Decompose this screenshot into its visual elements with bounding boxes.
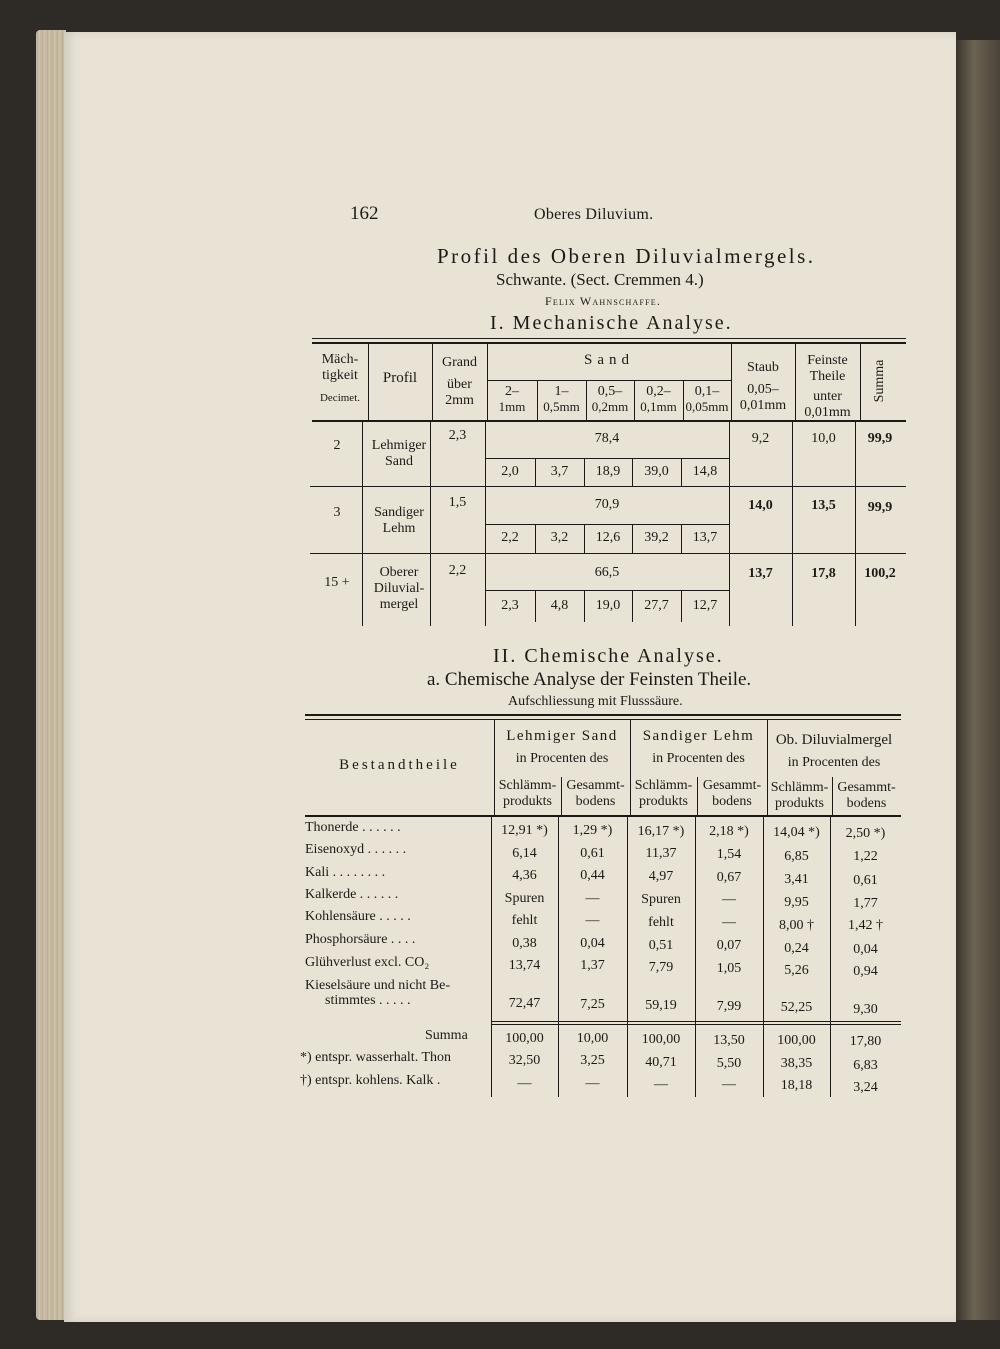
phosphorsaeure-3: 0,51 — [648, 938, 674, 953]
main-title: Profil des Oberen Diluvialmergels. — [437, 244, 816, 268]
kohlensaeure-4: — — [722, 915, 736, 930]
thonerde-2: 1,29 *) — [572, 823, 613, 838]
label-thonerde: Thonerde . . . . . . — [305, 820, 401, 835]
phosphorsaeure-1: 0,38 — [512, 936, 537, 951]
row1-grand: 2,3 — [448, 428, 467, 443]
kalkerde-4: — — [722, 892, 736, 907]
col-sand-02-01: 0,2– 0,1mm — [640, 384, 677, 415]
facing-page-edge — [956, 40, 1000, 1320]
label-eisenoxyd: Eisenoxyd . . . . . . — [305, 842, 407, 857]
phosphorsaeure-6: 0,04 — [853, 942, 878, 957]
row1-sand-1: 2,0 — [501, 464, 519, 479]
group-sandiger-lehm: Sandiger Lehm — [642, 728, 755, 744]
kali-5: 3,41 — [784, 872, 809, 887]
thonerde-1: 12,91 *) — [501, 823, 548, 838]
row1-sand-3: 18,9 — [595, 464, 621, 479]
label-phosphorsaeure: Phosphorsäure . . . . — [305, 932, 416, 947]
row3-summa: 100,2 — [864, 566, 896, 581]
summa-4: 13,50 — [713, 1033, 745, 1048]
row3-sand-2: 4,8 — [550, 598, 569, 613]
location-title: Schwante. (Sect. Cremmen 4.) — [496, 270, 704, 289]
kalk-6: 3,24 — [853, 1080, 878, 1095]
kieselsaeure-5: 52,25 — [780, 1000, 813, 1015]
row3-sand-4: 27,7 — [644, 598, 669, 613]
label-thon: *) entspr. wasserhalt. Thon — [300, 1050, 451, 1065]
group-sandiger-lehm-sub: in Procenten des — [652, 751, 745, 766]
page-number: 162 — [350, 203, 379, 224]
row3-sand-5: 12,7 — [692, 598, 718, 613]
col-sl-gesammt: Gesammt- bodens — [702, 778, 762, 810]
row2-sand-5: 13,7 — [692, 530, 718, 545]
row2-sand-4: 39,2 — [644, 530, 669, 545]
col-profil: Profil — [382, 370, 418, 386]
summa-1: 100,00 — [505, 1031, 544, 1046]
section1-title: I. Mechanische Analyse. — [490, 312, 733, 334]
col-summa: Summa — [872, 359, 887, 403]
row2-maechtigkeit: 3 — [333, 505, 341, 520]
row2-sand-total: 70,9 — [594, 497, 620, 512]
summa-5: 100,00 — [777, 1033, 816, 1048]
kalk-1: — — [517, 1076, 532, 1091]
section2-title: II. Chemische Analyse. — [493, 645, 724, 667]
gluehverlust-3: 7,79 — [648, 960, 674, 975]
summa-2: 10,00 — [576, 1031, 609, 1046]
phosphorsaeure-4: 0,07 — [716, 938, 742, 953]
col-sand-2-1: 2– 1mm — [498, 384, 526, 415]
row2-feinste: 13,5 — [811, 498, 836, 513]
kieselsaeure-1: 72,47 — [508, 996, 541, 1011]
row1-staub: 9,2 — [751, 431, 770, 446]
thon-1: 32,50 — [508, 1053, 541, 1068]
col-sl-schlaemm: Schlämm- produkts — [634, 778, 693, 810]
thon-5: 38,35 — [780, 1056, 813, 1071]
row2-profil: Sandiger Lehm — [374, 505, 424, 537]
row3-sand-3: 19,0 — [595, 598, 621, 613]
kali-2: 0,44 — [580, 868, 605, 883]
kalk-4: — — [722, 1077, 736, 1092]
kieselsaeure-3: 59,19 — [645, 998, 677, 1013]
row3-sand-total: 66,5 — [594, 565, 620, 580]
row3-staub: 13,7 — [748, 566, 773, 581]
row3-maechtigkeit: 15 + — [324, 575, 350, 590]
row2-sand-3: 12,6 — [595, 530, 621, 545]
row1-maechtigkeit: 2 — [333, 438, 341, 453]
row1-summa: 99,9 — [867, 431, 893, 446]
kalkerde-6: 1,77 — [853, 896, 878, 911]
kali-6: 0,61 — [853, 873, 878, 888]
label-kieselsaeure: Kieselsäure und nicht Be- — [305, 978, 451, 993]
row2-sand-1: 2,2 — [501, 530, 519, 545]
gluehverlust-5: 5,26 — [784, 963, 809, 978]
row1-sand-2: 3,7 — [550, 464, 569, 479]
section2a-subtitle: Aufschliessung mit Flusssäure. — [508, 694, 683, 709]
row2-staub: 14,0 — [748, 498, 773, 513]
kohlensaeure-1: fehlt — [511, 913, 538, 928]
kieselsaeure-4: 7,99 — [716, 999, 742, 1014]
row3-sand-1: 2,3 — [501, 598, 519, 613]
summa-3: 100,00 — [641, 1032, 681, 1047]
row1-profil: Lehmiger Sand — [371, 438, 427, 470]
kali-3: 4,97 — [648, 869, 674, 884]
section2a-title: a. Chemische Analyse der Feinsten Theile. — [427, 669, 752, 690]
col-grand: Grand über 2mm — [442, 355, 477, 409]
row2-sand-2: 3,2 — [550, 530, 569, 545]
kalk-5: 18,18 — [780, 1078, 813, 1093]
gluehverlust-4: 1,05 — [716, 961, 742, 976]
phosphorsaeure-5: 0,24 — [784, 941, 809, 956]
row1-sand-total: 78,4 — [594, 431, 620, 446]
phosphorsaeure-2: 0,04 — [580, 936, 605, 951]
kalkerde-2: — — [585, 891, 600, 906]
kohlensaeure-2: — — [585, 913, 600, 928]
group-lehmiger-sand-sub: in Procenten des — [515, 751, 609, 766]
kalk-2: — — [585, 1076, 600, 1091]
col-ls-gesammt: Gesammt- bodens — [566, 778, 625, 810]
row2-summa: 99,9 — [867, 500, 893, 515]
col-maechtigkeit: Mäch- tigkeit Decimet. — [319, 352, 360, 405]
label-kohlensaeure: Kohlensäure . . . . . — [305, 909, 411, 924]
kalk-3: — — [654, 1077, 668, 1092]
group-lehmiger-sand: Lehmiger Sand — [506, 728, 618, 744]
kalkerde-5: 9,95 — [784, 895, 809, 910]
col-feinste: Feinste Theile unter 0,01mm — [804, 353, 851, 421]
col-sand-01-005: 0,1– 0,05mm — [685, 384, 729, 415]
label-kalkerde: Kalkerde . . . . . . — [305, 887, 399, 902]
running-head: Oberes Diluvium. — [534, 206, 654, 223]
col-dm-schlaemm: Schlämm- produkts — [770, 780, 829, 812]
label-kalk: †) entspr. kohlens. Kalk . — [300, 1073, 441, 1088]
row2-grand: 1,5 — [448, 495, 467, 510]
kohlensaeure-3: fehlt — [648, 915, 674, 930]
col-dm-gesammt: Gesammt- bodens — [837, 780, 896, 812]
eisenoxyd-1: 6,14 — [512, 846, 537, 861]
group-diluvialmergel-sub: in Procenten des — [787, 755, 881, 770]
thonerde-4: 2,18 *) — [709, 824, 749, 839]
col-staub: Staub 0,05– 0,01mm — [739, 360, 787, 414]
eisenoxyd-2: 0,61 — [580, 846, 605, 861]
page-edges — [36, 30, 66, 1320]
author: Felix Wahnschaffe. — [545, 294, 662, 308]
col-sand-1-05: 1– 0,5mm — [543, 384, 580, 415]
label-kali: Kali . . . . . . . . — [305, 865, 386, 880]
thonerde-5: 14,04 *) — [773, 825, 820, 840]
thon-3: 40,71 — [645, 1055, 677, 1070]
row3-profil: Oberer Diluvial- mergel — [373, 565, 425, 613]
eisenoxyd-5: 6,85 — [784, 849, 809, 864]
col-bestandtheile: Bestandtheile — [339, 757, 460, 773]
col-sand-05-02: 0,5– 0,2mm — [591, 384, 629, 415]
kali-1: 4,36 — [512, 868, 537, 883]
row3-grand: 2,2 — [448, 563, 467, 578]
kalkerde-1: Spuren — [504, 891, 545, 906]
kieselsaeure-6: 9,30 — [853, 1002, 878, 1017]
group-diluvialmergel: Ob. Diluvialmergel — [775, 732, 893, 748]
label-gluehverlust: Glühverlust excl. CO₂ — [305, 955, 430, 970]
thonerde-3: 16,17 *) — [637, 824, 685, 839]
kali-4: 0,67 — [716, 870, 742, 885]
thonerde-6: 2,50 *) — [845, 826, 886, 841]
eisenoxyd-4: 1,54 — [716, 847, 742, 862]
gluehverlust-1: 13,74 — [508, 958, 541, 973]
kohlensaeure-6: 1,42 † — [848, 918, 883, 933]
kieselsaeure-2: 7,25 — [580, 997, 605, 1012]
row1-feinste: 10,0 — [811, 431, 836, 446]
gluehverlust-6: 0,94 — [853, 964, 878, 979]
label-summa: Summa — [425, 1028, 468, 1043]
thon-6: 6,83 — [853, 1058, 878, 1073]
row1-sand-5: 14,8 — [692, 464, 718, 479]
thon-4: 5,50 — [716, 1056, 742, 1071]
row3-feinste: 17,8 — [811, 566, 836, 581]
col-sand: Sand — [584, 352, 634, 368]
row1-sand-4: 39,0 — [644, 464, 669, 479]
eisenoxyd-6: 1,22 — [853, 849, 878, 864]
thon-2: 3,25 — [580, 1053, 605, 1068]
eisenoxyd-3: 11,37 — [645, 846, 677, 861]
label-kieselsaeure-2: stimmtes . . . . . — [325, 993, 411, 1008]
gluehverlust-2: 1,37 — [580, 958, 605, 973]
kohlensaeure-5: 8,00 † — [779, 918, 814, 933]
col-ls-schlaemm: Schlämm- produkts — [498, 778, 557, 810]
kalkerde-3: Spuren — [641, 892, 681, 907]
summa-6: 17,80 — [849, 1034, 882, 1049]
